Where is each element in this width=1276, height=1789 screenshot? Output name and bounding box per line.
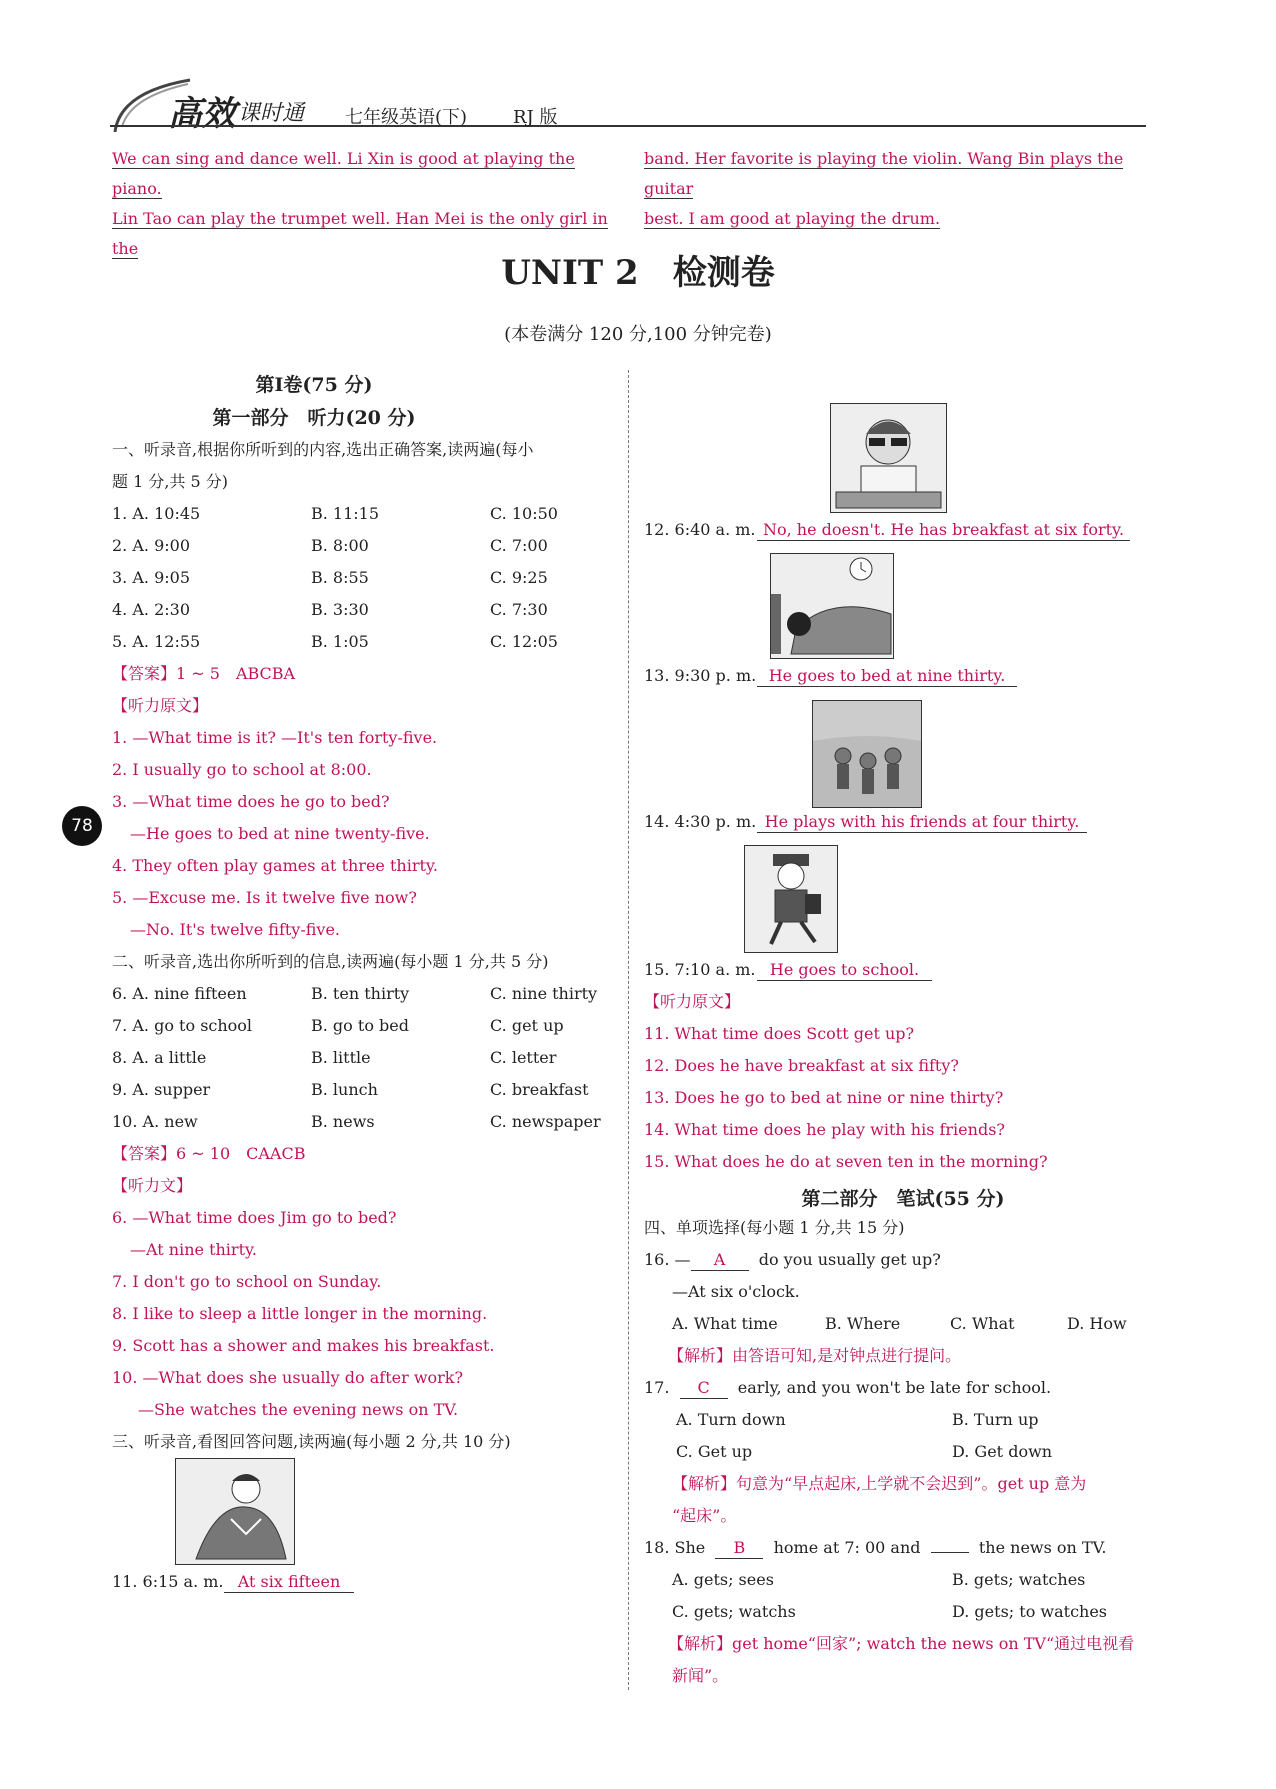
header-logo [110, 72, 350, 142]
script-4: 4. They often play games at three thirty. [112, 856, 438, 875]
q12-answer: No, he doesn't. He has breakfast at six forty. [757, 520, 1130, 541]
q6-b: B. ten thirty [311, 984, 410, 1003]
q3-b: B. 8:55 [311, 568, 369, 587]
q16-opt-c: C. What [950, 1314, 1015, 1333]
q11-label: 11. 6:15 a. m. [112, 1572, 224, 1591]
script-10b: —She watches the evening news on TV. [138, 1400, 459, 1419]
going-to-school-illustration [744, 845, 838, 953]
column-divider [628, 370, 629, 1690]
continued-left-line1: We can sing and dance well. Li Xin is good at playing the piano. [112, 149, 575, 198]
script-10a: 10. —What does she usually do after work? [112, 1368, 464, 1387]
sec2-title: 二、听录音,选出你所听到的信息,读两遍(每小题 1 分,共 5 分) [112, 952, 549, 971]
script-1: 1. —What time is it? —It's ten forty-five. [112, 728, 438, 747]
q7-a: 7. A. go to school [112, 1016, 253, 1035]
continued-right [644, 144, 1154, 234]
q3-c: C. 9:25 [490, 568, 548, 587]
q18-opt-a: A. gets; sees [672, 1570, 774, 1589]
q14-label: 14. 4:30 p. m. [644, 812, 757, 831]
q9-b: B. lunch [311, 1080, 378, 1099]
q14-answer: He plays with his friends at four thirty. [757, 812, 1087, 833]
page-number: 78 [62, 806, 102, 846]
q16-response: —At six o'clock. [672, 1282, 800, 1301]
q10-b: B. news [311, 1112, 375, 1131]
script-5b: —No. It's twelve fifty-five. [130, 920, 341, 939]
part2-title: 第二部分 笔试(55 分) [801, 1188, 1005, 1210]
q17-pre: 17. [644, 1378, 670, 1397]
q6-a: 6. A. nine fifteen [112, 984, 247, 1003]
script-8: 8. I like to sleep a little longer in the morning. [112, 1304, 488, 1323]
script-9: 9. Scott has a shower and makes his breakfast. [112, 1336, 495, 1355]
q9-c: C. breakfast [490, 1080, 589, 1099]
q17-opt-c: C. Get up [676, 1442, 753, 1461]
q18-opt-b: B. gets; watches [952, 1570, 1086, 1589]
script3-label: 【听力原文】 [644, 992, 741, 1011]
q8-b: B. little [311, 1048, 371, 1067]
q4-a: 4. A. 2:30 [112, 600, 191, 619]
q2-b: B. 8:00 [311, 536, 369, 555]
q17-opt-b: B. Turn up [952, 1410, 1039, 1429]
q16-explanation: 【解析】由答语可知,是对钟点进行提问。 [668, 1346, 962, 1365]
subject-label: 七年级英语(下) [345, 107, 468, 128]
q5-a: 5. A. 12:55 [112, 632, 201, 651]
q8-a: 8. A. a little [112, 1048, 207, 1067]
answer-1: 【答案】1 ~ 5 ABCBA [112, 664, 296, 683]
q2-a: 2. A. 9:00 [112, 536, 191, 555]
script2-label: 【听力文】 [112, 1176, 193, 1195]
q18-blank-2 [931, 1552, 969, 1553]
script-13: 13. Does he go to bed at nine or nine thirty? [644, 1088, 1004, 1107]
logo-main: 高效 [168, 94, 236, 134]
script-14: 14. What time does he play with his friends? [644, 1120, 1005, 1139]
q17-answer: C [680, 1378, 728, 1399]
continued-right-line1: band. Her favorite is playing the violin. Wang Bin plays the guitar [644, 149, 1124, 198]
q16-pre: 16. — [644, 1250, 691, 1269]
script-2: 2. I usually go to school at 8:00. [112, 760, 372, 779]
continued-left-line2: Lin Tao can play the trumpet well. Han Mei is the only girl in the [112, 209, 608, 258]
q17-opt-d: D. Get down [952, 1442, 1053, 1461]
sec3-title: 三、听录音,看图回答问题,读两遍(每小题 2 分,共 10 分) [112, 1432, 511, 1451]
q18-stem [644, 1538, 1106, 1559]
q10-c: C. newspaper [490, 1112, 601, 1131]
script-5a: 5. —Excuse me. Is it twelve five now? [112, 888, 417, 907]
q15-label: 15. 7:10 a. m. [644, 960, 756, 979]
q13-answer: He goes to bed at nine thirty. [757, 666, 1017, 687]
q12-label: 12. 6:40 a. m. [644, 520, 756, 539]
header-rule [110, 125, 1146, 127]
script-12: 12. Does he have breakfast at six fifty? [644, 1056, 959, 1075]
q13-label: 13. 9:30 p. m. [644, 666, 757, 685]
script-3a: 3. —What time does he go to bed? [112, 792, 390, 811]
q18-opt-d: D. gets; to watches [952, 1602, 1108, 1621]
q15-answer: He goes to school. [757, 960, 932, 981]
script-6a: 6. —What time does Jim go to bed? [112, 1208, 397, 1227]
q7-b: B. go to bed [311, 1016, 409, 1035]
sec4-title: 四、单项选择(每小题 1 分,共 15 分) [644, 1218, 905, 1237]
sec1-title-2: 题 1 分,共 5 分) [112, 472, 229, 491]
q18-answer: B [715, 1538, 763, 1559]
script1-label: 【听力原文】 [112, 696, 209, 715]
q17-explanation-1: 【解析】句意为“早点起床,上学就不会迟到”。get up 意为 [672, 1474, 1087, 1493]
q16-answer: A [691, 1250, 749, 1271]
page-title: UNIT 2 检测卷 [501, 253, 775, 293]
q18-post: the news on TV. [978, 1538, 1107, 1557]
sec1-title: 一、听录音,根据你所听到的内容,选出正确答案,读两遍(每小 [112, 440, 534, 459]
q1-b: B. 11:15 [311, 504, 380, 523]
answer-2: 【答案】6 ~ 10 CAACB [112, 1144, 306, 1163]
edition-label: RJ 版 [513, 107, 558, 128]
q16-opt-a: A. What time [672, 1314, 778, 1333]
script-15: 15. What does he do at seven ten in the morning? [644, 1152, 1048, 1171]
q16-opt-b: B. Where [825, 1314, 901, 1333]
logo-sub: 课时通 [238, 101, 305, 126]
q4-c: C. 7:30 [490, 600, 548, 619]
q18-mid: home at 7: 00 and [773, 1538, 921, 1557]
q16-opt-d: D. How [1067, 1314, 1127, 1333]
wake-up-illustration [175, 1458, 295, 1565]
q16-post: do you usually get up? [758, 1250, 941, 1269]
script-11: 11. What time does Scott get up? [644, 1024, 915, 1043]
script-3b: —He goes to bed at nine twenty-five. [130, 824, 430, 843]
breakfast-illustration [830, 403, 947, 513]
part1-title: 第一部分 听力(20 分) [212, 407, 416, 429]
q7-c: C. get up [490, 1016, 564, 1035]
script-6b: —At nine thirty. [130, 1240, 257, 1259]
q17-post: early, and you won't be late for school. [737, 1378, 1052, 1397]
q9-a: 9. A. supper [112, 1080, 211, 1099]
q3-a: 3. A. 9:05 [112, 568, 191, 587]
q5-b: B. 1:05 [311, 632, 369, 651]
q17-explanation-2: “起床”。 [672, 1506, 737, 1525]
q4-b: B. 3:30 [311, 600, 369, 619]
q18-explanation-1: 【解析】get home“回家”; watch the news on TV“通过电视看 [668, 1634, 1135, 1653]
q17-stem [644, 1378, 1051, 1399]
q17-opt-a: A. Turn down [676, 1410, 786, 1429]
playing-illustration [812, 700, 922, 808]
q2-c: C. 7:00 [490, 536, 548, 555]
q18-pre: 18. She [644, 1538, 706, 1557]
continued-right-line2: best. I am good at playing the drum. [644, 209, 941, 228]
q5-c: C. 12:05 [490, 632, 558, 651]
q16-stem [644, 1250, 941, 1271]
q18-explanation-2: 新闻”。 [672, 1666, 729, 1685]
page-subtitle: (本卷满分 120 分,100 分钟完卷) [504, 324, 772, 345]
q11-answer: At six fifteen [224, 1572, 354, 1593]
q6-c: C. nine thirty [490, 984, 598, 1003]
q18-opt-c: C. gets; watchs [672, 1602, 796, 1621]
sleeping-illustration [770, 553, 894, 659]
q10-a: 10. A. new [112, 1112, 198, 1131]
q1-c: C. 10:50 [490, 504, 558, 523]
part-header: 第Ⅰ卷(75 分) [255, 374, 373, 396]
q8-c: C. letter [490, 1048, 557, 1067]
q1-a: 1. A. 10:45 [112, 504, 201, 523]
script-7: 7. I don't go to school on Sunday. [112, 1272, 382, 1291]
